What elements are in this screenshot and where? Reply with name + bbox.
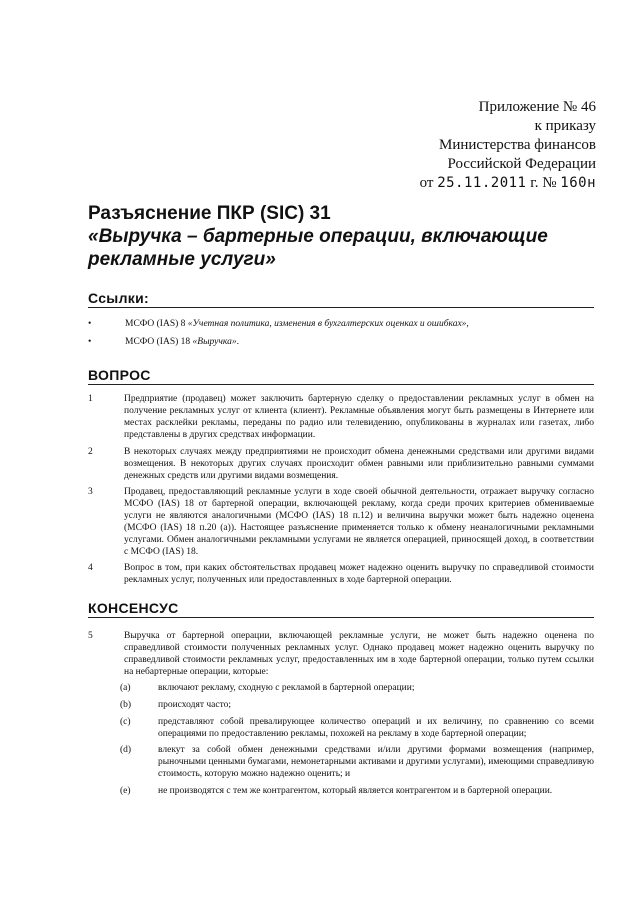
order-number: 160н (560, 175, 596, 191)
paragraph-number: 1 (88, 394, 93, 404)
paragraph-text: Предприятие (продавец) может заключить бартерную сделку о предоставлении рекламных услуг в обмен на получение рекламных услуг от клиента (клиент). Рекламные объявления могут быть размещены в Интернете или местах расклейки рекламы, переданы по радио или телевидению, опубликованы в журналах или газетах, либо представлены в других средствах информации. (124, 394, 594, 440)
paragraph-text: Продавец, предоставляющий рекламные услуги в ходе своей обычной деятельности, отражает выручку согласно МСФО (IAS) 18 от бартерной операции, включающей рекламу, когда среди прочих критериев обмениваемые услуги не являются аналогичными (МСФО (IAS) 18 п.12) и величина выручки может быть надежно оценена (МСФО (IAS) 18 п.20 (а)). Настоящее разъяснение применяется только к обмену неаналогичными рекламными услугами. Обмен аналогичными рекламными услугами не является операцией, приносящей доход, в соответствии с МСФО (IAS) 18. (124, 487, 594, 557)
ministry-line: Министерства финансов (439, 137, 596, 153)
consensus-item-c (120, 716, 594, 740)
question-paragraph-1 (88, 393, 594, 441)
references-heading: Ссылки: (88, 290, 149, 306)
order-line: к приказу (534, 118, 596, 134)
paragraph-text: Вопрос в том, при каких обстоятельствах продавец может надежно оценить выручку по справедливой стоимости рекламных услуг, полученных или предоставленных в ходе бартерной операции. (124, 563, 594, 585)
reference-text: МСФО (IAS) 8 «Учетная политика, изменения в бухгалтерских оценках и ошибках», (125, 319, 469, 329)
item-label: (e) (120, 786, 131, 796)
item-text: происходят часто; (158, 700, 231, 710)
item-text: влекут за собой обмен денежными средствами и/или другими формами возмещения (например, рыночными ценными бумагами, немонетарными активами и другими услугами), имеющими справедливую стоимость, которую можно надежно оценить; и (158, 745, 594, 779)
consensus-heading: КОНСЕНСУС (88, 600, 179, 616)
item-label: (a) (120, 683, 131, 693)
consensus-item-d (120, 744, 594, 780)
reference-text: МСФО (IAS) 18 «Выручка». (125, 337, 239, 347)
item-text: включают рекламу, сходную с рекламой в бартерной операции; (158, 683, 415, 693)
bullet-icon: • (88, 337, 92, 347)
consensus-item-a (120, 682, 594, 694)
consensus-divider (88, 617, 594, 618)
country-line: Российской Федерации (447, 156, 596, 172)
date-line (420, 174, 596, 193)
consensus-item-b (120, 699, 594, 711)
question-paragraph-3 (88, 486, 594, 558)
title-subtitle: «Выручка – бартерные операции, включающие рекламные услуги» (88, 226, 548, 270)
bullet-icon: • (88, 319, 92, 329)
paragraph-number: 5 (88, 631, 93, 641)
consensus-item-e (120, 785, 594, 797)
item-text: не производятся с тем же контрагентом, который является контрагентом и в бартерной операции. (158, 786, 553, 796)
item-text: представляют собой превалирующее количество операций и их величину, по сравнению со всеми операциями по предоставлению рекламы, похожей на рекламу в ходе бартерной операции; (158, 717, 594, 739)
appendix-line: Приложение № 46 (478, 99, 596, 115)
date-suffix: г. № (530, 175, 557, 191)
date-value: 25.11.2011 (437, 175, 527, 191)
appendix-header (420, 98, 596, 193)
paragraph-text: В некоторых случаях между предприятиями не происходит обмена денежными средствами или другими видами возмещения. В некоторых других случаях происходит обмен равными или приблизительно равными суммами денежных средств или другими видами возмещения. (124, 447, 594, 481)
paragraph-text: Выручка от бартерной операции, включающей рекламные услуги, не может быть надежно оценена по справедливой стоимости полученных рекламных услуг. Однако продавец может надежно оценить выручку по справедливой стоимости рекламных услуг, предоставленных им в ходе бартерной операции, только путем ссылки на небартерные операции, которые: (124, 631, 594, 677)
paragraph-number: 2 (88, 447, 93, 457)
date-prefix: от (419, 175, 434, 191)
title-main: Разъяснение ПКР (SIC) 31 (88, 203, 331, 224)
question-divider (88, 384, 594, 385)
paragraph-number: 3 (88, 487, 93, 497)
consensus-paragraph-5 (88, 630, 594, 678)
paragraph-number: 4 (88, 563, 93, 573)
item-label: (b) (120, 700, 132, 710)
question-paragraph-2 (88, 446, 594, 482)
references-divider (88, 307, 594, 308)
item-label: (c) (120, 717, 131, 727)
document-title (88, 202, 568, 271)
question-paragraph-4 (88, 562, 594, 586)
item-label: (d) (120, 745, 132, 755)
question-heading: ВОПРОС (88, 367, 151, 383)
